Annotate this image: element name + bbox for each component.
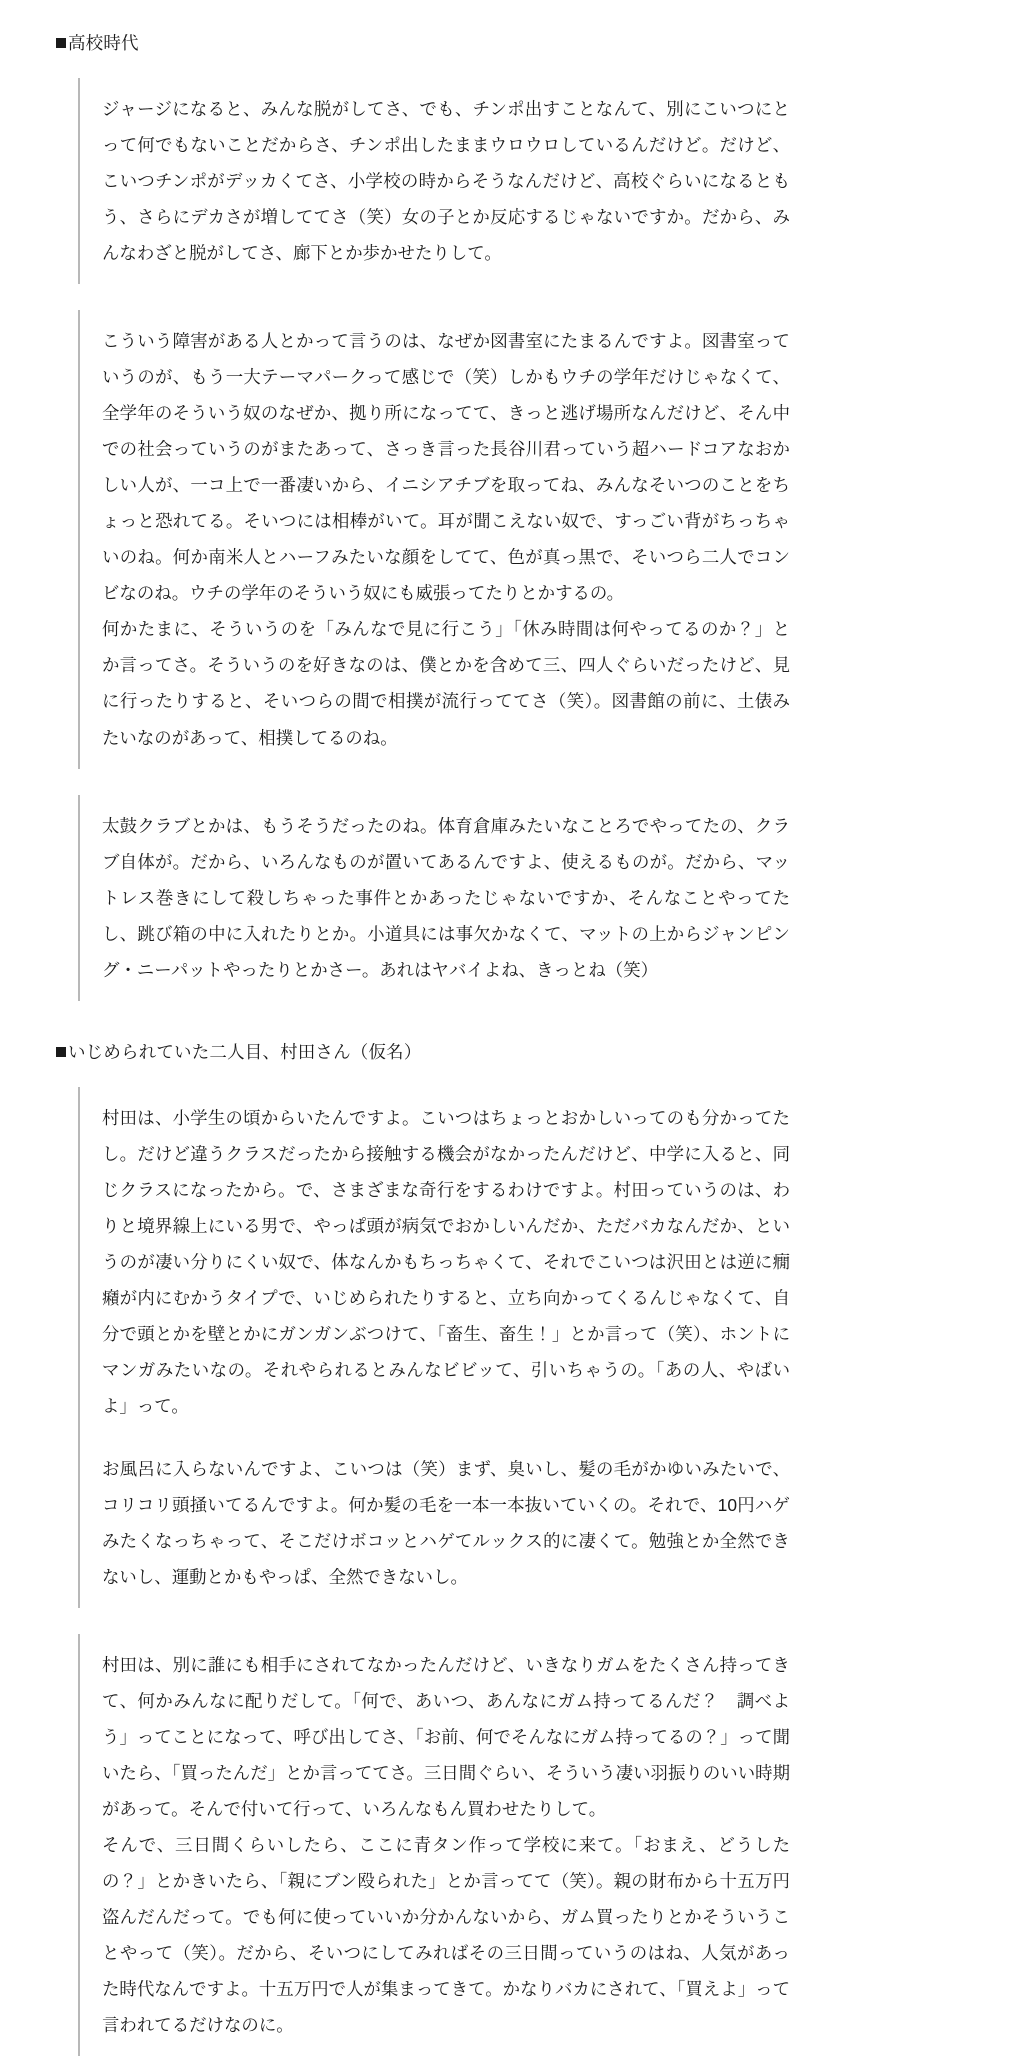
paragraph: お風呂に入らないんですよ、こいつは（笑）まず、臭いし、髪の毛がかゆいみたいで、コリコリ頭掻いてるんですよ。何か髪の毛を一本一本抜いていくの。それで、10円ハゲみたくなっちゃって、そこだけボコッとハゲてルックス的に凄くて。勉強とか全然できないし、運動とかもやっぱ、全然できないし。 [102,1458,790,1587]
spacer [0,1608,1024,1634]
square-bullet-icon [56,1047,66,1057]
section-heading-text: いじめられていた二人目、村田さん（仮名） [68,1041,422,1062]
quote-block-library [78,310,790,768]
quote-block-taiko [78,795,790,1001]
spacer [0,284,1024,310]
paragraph: 村田は、別に誰にも相手にされてなかったんだけど、いきなりガムをたくさん持ってきて、何かみんなに配りだして。「何で、あいつ、あんなにガム持ってるんだ？ 調べよう」ってことになって、呼び出してさ、「お前、何でそんなにガム持ってるの？」って聞いたら、「買ったんだ」とか言っててさ。三日間ぐらい、そういう凄い羽振りのいい時期があって。そんで付いて行って、いろんなもん買わせたりして。 [102,1655,790,1820]
section-heading-text: 高校時代 [68,33,139,53]
section-heading-high-school [0,14,1024,56]
paragraph: 何かたまに、そういうのを「みんなで見に行こう」「休み時間は何やってるのか？」とか言ってさ。そういうのを好きなのは、僕とかを含めて三、四人ぐらいだったけど、見に行ったりすると、そいつらの間で相撲が流行っててさ（笑）。図書館の前に、土俵みたいなのがあって、相撲してるのね。 [102,619,790,748]
spacer [0,769,1024,795]
paragraph: 太鼓クラブとかは、もうそうだったのね。体育倉庫みたいなことろでやってたの、クラブ自体が。だから、いろんなものが置いてあるんですよ、使えるものが。だから、マットレス巻きにして殺しちゃった事件とかあったじゃないですか、そんなことやってたし、跳び箱の中に入れたりとか。小道具には事欠かなくて、マットの上からジャンピング・ニーパットやったりとかさー。あれはヤバイよね、きっとね（笑） [102,815,790,980]
spacer [0,1065,1024,1087]
paragraph: そんで、三日間くらいしたら、ここに青タン作って学校に来て。「おまえ、どうしたの？」とかきいたら、「親にブン殴られた」とか言ってて（笑）。親の財布から十五万円盗んだんだって。でも何に使っていいか分かんないから、ガム買ったりとかそういうことやって（笑）。だから、そいつにしてみればその三日間っていうのはね、人気があった時代なんですよ。十五万円で人が集まってきて。かなりバカにされて、「買えよ」って言われてるだけなのに。 [102,1835,790,2036]
quote-block-murata-gum [78,1634,790,2056]
paragraph: こういう障害がある人とかって言うのは、なぜか図書室にたまるんですよ。図書室っていうのが、もう一大テーマパークって感じで（笑）しかもウチの学年だけじゃなくて、全学年のそういう奴のなぜか、拠り所になってて、きっと逃げ場所なんだけど、そん中での社会っていうのがまたあって、さっき言った長谷川君っていう超ハードコアなおかしい人が、一コ上で一番凄いから、イニシアチブを取ってね、みんなそいつのことをちょっと恐れてる。そいつには相棒がいて。耳が聞こえない奴で、すっごい背がちっちゃいのね。何か南米人とハーフみたいな顔をしてて、色が真っ黒で、そいつら二人でコンビなのね。ウチの学年のそういう奴にも威張ってたりとかするの。 [102,331,790,604]
quote-block-jersey [78,78,790,284]
section-heading-murata [0,1031,1024,1065]
paragraph: 村田は、小学生の頃からいたんですよ。こいつはちょっとおかしいってのも分かってたし。だけど違うクラスだったから接触する機会がなかったんだけど、中学に入ると、同じクラスになったから。で、さまざまな奇行をするわけですよ。村田っていうのは、わりと境界線上にいる男で、やっぱ頭が病気でおかしいんだか、ただバカなんだか、というのが凄い分りにくい奴で、体なんかもちっちゃくて、それでこいつは沢田とは逆に癇癪が内にむかうタイプで、いじめられたりすると、立ち向かってくるんじゃなくて、自分で頭とかを壁とかにガンガンぶつけて、「畜生、畜生！」とか言って（笑）、ホントにマンガみたいなの。それやられるとみんなビビッて、引いちゃうの。「あの人、やばいよ」って。 [102,1107,790,1416]
paragraph: ジャージになると、みんな脱がしてさ、でも、チンポ出すことなんて、別にこいつにとって何でもないことだからさ、チンポ出したままウロウロしているんだけど。だけど、こいつチンポがデッカくてさ、小学校の時からそうなんだけど、高校ぐらいになるともう、さらにデカさが増しててさ（笑）女の子とか反応するじゃないですか。だから、みんなわざと脱がしてさ、廊下とか歩かせたりして。 [102,99,790,264]
square-bullet-icon [56,38,66,48]
spacer [0,56,1024,78]
spacer [0,1001,1024,1031]
spacer-top [0,0,1024,14]
quote-block-murata-intro [78,1087,790,1608]
